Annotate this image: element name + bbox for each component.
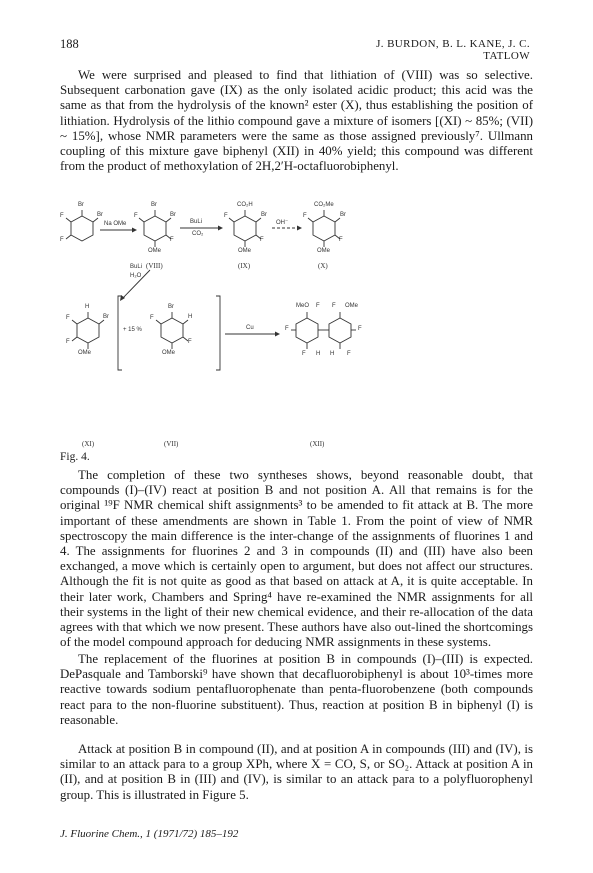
- label-f-14: F: [332, 303, 336, 309]
- label-co2me: CO₂Me: [314, 202, 334, 208]
- label-h-1: H: [85, 304, 90, 310]
- label-f-18: F: [347, 351, 351, 357]
- label-co2-1: CO₂: [192, 231, 204, 237]
- label-h-2: H: [188, 314, 193, 320]
- label-ome-1: OMe: [148, 248, 162, 254]
- label-br-4: Br: [170, 212, 176, 218]
- figure-4: [60, 202, 540, 463]
- label-f-12: F: [188, 339, 192, 345]
- ring-5: [77, 318, 99, 343]
- label-pct: + 15 %: [123, 327, 142, 333]
- ring-7: [296, 318, 318, 343]
- label-h2o: H₂O: [130, 273, 142, 279]
- compound-vii: (VII): [164, 440, 179, 448]
- compound-x: (X): [318, 262, 328, 270]
- label-f-16: F: [358, 326, 362, 332]
- label-f-10: F: [66, 339, 70, 345]
- label-br-3: Br: [151, 202, 157, 208]
- ring-1: [71, 216, 93, 241]
- label-cu: Cu: [246, 325, 254, 331]
- compound-xi: (XI): [82, 440, 95, 448]
- paragraph-2: The completion of these two syntheses shows, beyond reasonable doubt, that compounds (I)–(IV) react at position B and not position A. All that remains is for the original ¹⁹F NMR chemical shift assignments³ to be amended to fit attack at B. The more important of these amendments are shown in Table 1. From the point of view of NMR spectroscopy the main difference is the inter-change of the assignments of fluorines 1 and 4. The assignments for fluorines 2 and 3 in compounds (II) and (III) have also been exchanged, a move which is certainly open to argument, but does not affect our structures. Although the fit is not quite as good as that based on attack at A, it is quite acceptable. In their later work, Chambers and Spring⁴ have re-examined the NMR assignments for all their systems in the light of their new chemical evidence, and their re-allocation of the data agrees with that which we now present. These authors have also out-lined the shortcomings of the model compound approach for deducing NMR assignments in these systems.: [60, 468, 533, 650]
- label-naome: Na OMe: [104, 221, 127, 227]
- bracket-right: [216, 296, 220, 370]
- label-h-3: H: [316, 351, 321, 357]
- label-meo: MeO: [296, 303, 310, 309]
- paragraph-3: The replacement of the fluorines at position B in compounds (I)–(III) is expected. DePasquale and Tamborski⁹ have shown that decafluorobiphenyl is about 10³-times more reactive towards sodium pentafluorophenate than penta-fluorobenzene (both compounds react para to the non-fluorine substituent). Thus, reaction at position B in biphenyl (I) is reasonable.: [60, 652, 533, 727]
- label-f-3: F: [134, 213, 138, 219]
- compound-xii: (XII): [310, 440, 325, 448]
- label-br-5: Br: [261, 212, 267, 218]
- label-f-1: F: [60, 213, 64, 219]
- label-f-2: F: [60, 237, 64, 243]
- figure-caption: Fig. 4.: [60, 451, 90, 463]
- label-f-9: F: [66, 315, 70, 321]
- label-buli-2: BuLi: [130, 264, 143, 270]
- ring-3: [234, 216, 256, 241]
- page-number: 188: [60, 37, 79, 51]
- ring-8: [329, 318, 351, 343]
- label-br-6: Br: [340, 212, 346, 218]
- compound-ix: (IX): [238, 262, 251, 270]
- label-buli-1: BuLi: [190, 219, 203, 225]
- label-f-5: F: [224, 213, 228, 219]
- label-oh: OH⁻: [276, 220, 289, 226]
- label-ome-6: OMe: [345, 303, 359, 309]
- label-br-1: Br: [78, 202, 84, 208]
- label-h-4: H: [330, 351, 335, 357]
- bracket-left: [118, 296, 122, 370]
- ring-2: [144, 216, 166, 241]
- label-f-11: F: [150, 315, 154, 321]
- label-f-7: F: [303, 213, 307, 219]
- label-ome-2: OMe: [238, 248, 252, 254]
- label-br-2: Br: [97, 212, 103, 218]
- label-f-17: F: [302, 351, 306, 357]
- label-f-13: F: [316, 303, 320, 309]
- ring-6: [161, 318, 183, 343]
- label-br-7: Br: [103, 314, 109, 320]
- running-head: J. BURDON, B. L. KANE, J. C. TATLOW: [376, 38, 530, 62]
- label-f-6: F: [260, 237, 264, 243]
- journal-footer: J. Fluorine Chem., 1 (1971/72) 185–192: [60, 828, 239, 840]
- label-br-8: Br: [168, 304, 174, 310]
- label-ome-3: OMe: [317, 248, 331, 254]
- label-co2h: CO₂H: [237, 202, 253, 208]
- compound-viii: (VIII): [146, 262, 163, 270]
- ring-4: [313, 216, 335, 241]
- label-ome-5: OMe: [162, 350, 176, 356]
- label-ome-4: OMe: [78, 350, 92, 356]
- label-f-8: F: [339, 237, 343, 243]
- paragraph-4: Attack at position B in compound (II), and at position A in compounds (III) and (IV), is similar to an attack para to a group XPh, where X = CO, S, or SO₂. Attack at position A in (II), and at position B in (III) and (IV), is similar to an attack para to a polyfluorophenyl group. This is illustrated in Figure 5.: [60, 742, 533, 802]
- label-f-15: F: [285, 326, 289, 332]
- paragraph-1: We were surprised and pleased to find that lithiation of (VIII) was so selective. Subsequent carbonation gave (IX) as the only isolated acidic product; this acid was the same as that from the hydrolysis of the known² ester (X), thus establishing the position of lithiation. Hydrolysis of the lithio compound gave a mixture of isomers [(XI) ~ 85%; (VII) ~ 15%], whose NMR parameters were the same as those assigned previously⁷. Ullmann coupling of this mixture gave biphenyl (XII) in 40% yield; this compound was different from the product of methoxylation of 2H,2′H-octafluorobiphenyl.: [60, 68, 533, 174]
- label-f-4: F: [170, 237, 174, 243]
